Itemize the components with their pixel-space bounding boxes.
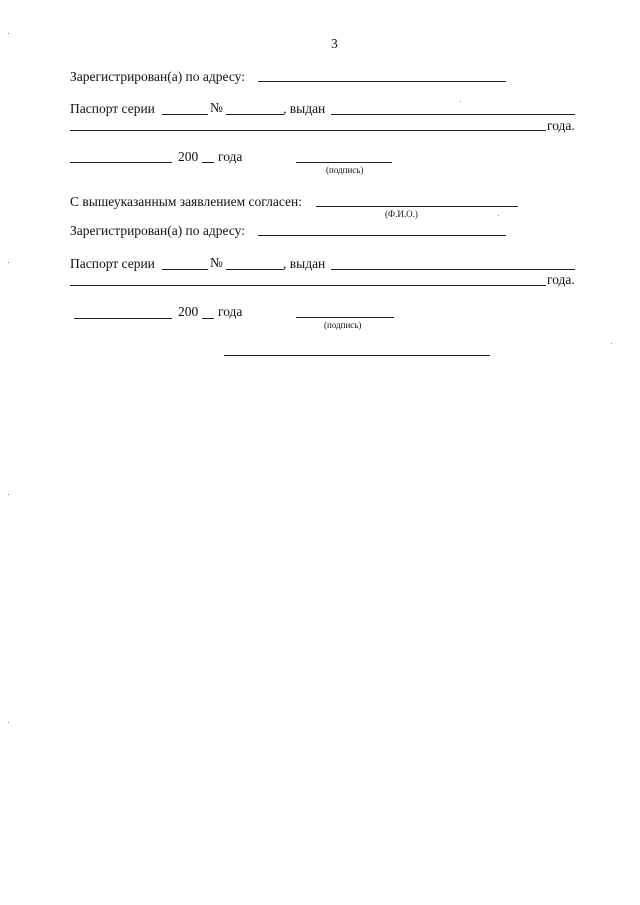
- scan-speck: [8, 262, 9, 263]
- issued-by-field-continued[interactable]: [70, 285, 546, 286]
- date-year-label: 200: [178, 304, 199, 319]
- year-digits-field[interactable]: [202, 318, 214, 319]
- scan-speck: [8, 494, 9, 495]
- fio-caption: (Ф.И.О.): [385, 209, 418, 219]
- consent-label: С вышеуказанным заявлением согласен:: [70, 194, 302, 209]
- issued-by-field[interactable]: [331, 269, 575, 270]
- scan-speck: [611, 343, 612, 344]
- passport-series-label: Паспорт серии: [70, 101, 155, 116]
- closing-separator: [224, 355, 490, 356]
- date-suffix-label: года: [218, 304, 243, 319]
- date-year-label: 200: [178, 149, 199, 164]
- issued-by-label: , выдан: [283, 101, 326, 116]
- date-suffix-label: года: [218, 149, 243, 164]
- scan-speck: [8, 722, 9, 723]
- year-suffix: года.: [547, 272, 575, 287]
- address-field[interactable]: [258, 81, 506, 82]
- scan-speck: [498, 215, 499, 216]
- issued-by-label: , выдан: [283, 256, 326, 271]
- signature-caption: (подпись): [324, 320, 362, 330]
- passport-series-label: Паспорт серии: [70, 256, 155, 271]
- registered-address-label: Зарегистрирован(а) по адресу:: [70, 223, 245, 238]
- number-sign: №: [210, 100, 223, 115]
- issued-by-field-continued[interactable]: [70, 130, 546, 131]
- registered-address-label: Зарегистрирован(а) по адресу:: [70, 69, 245, 84]
- passport-series-field[interactable]: [162, 114, 208, 115]
- address-field[interactable]: [258, 235, 506, 236]
- passport-series-field[interactable]: [162, 269, 208, 270]
- signature-field[interactable]: [296, 317, 394, 318]
- passport-number-field[interactable]: [226, 114, 284, 115]
- signature-field[interactable]: [296, 162, 392, 163]
- consent-fio-field[interactable]: [316, 206, 518, 207]
- number-sign: №: [210, 255, 223, 270]
- passport-number-field[interactable]: [226, 269, 284, 270]
- scan-speck: [8, 33, 9, 34]
- year-suffix: года.: [547, 118, 575, 133]
- date-field[interactable]: [74, 318, 172, 319]
- date-field[interactable]: [70, 162, 172, 163]
- scan-speck: [460, 101, 461, 102]
- issued-by-field[interactable]: [331, 114, 575, 115]
- signature-caption: (подпись): [326, 165, 364, 175]
- year-digits-field[interactable]: [202, 162, 214, 163]
- page-number: 3: [331, 36, 338, 51]
